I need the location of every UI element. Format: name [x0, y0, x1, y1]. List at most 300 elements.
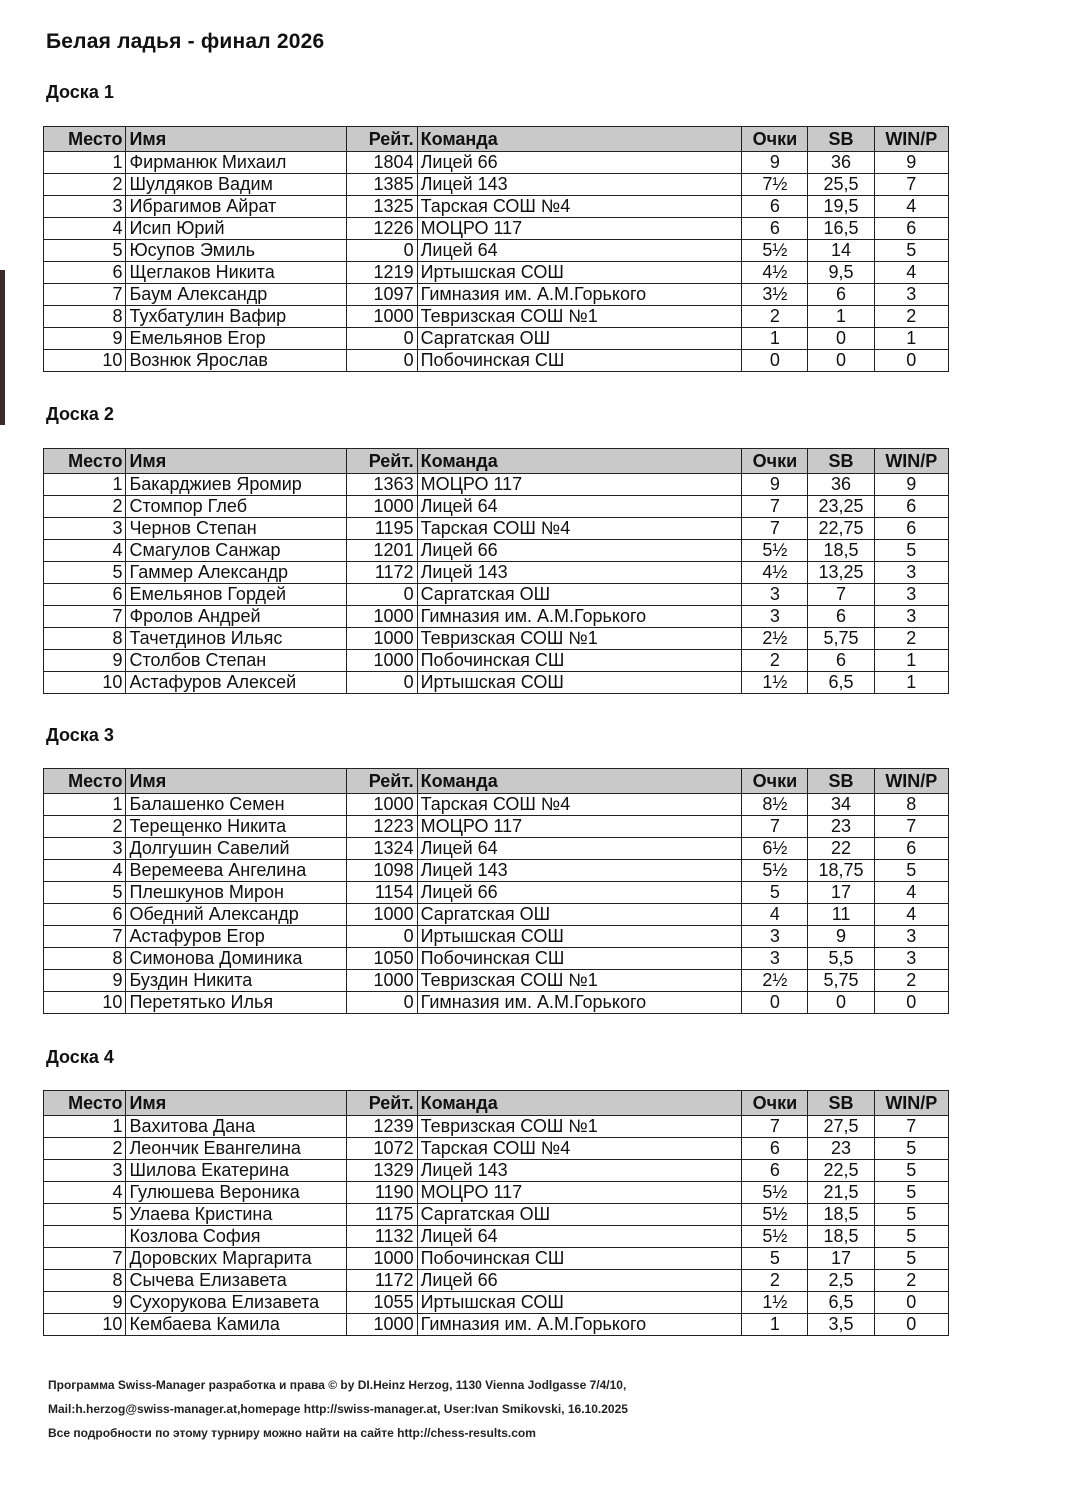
cell-rank: 1 [44, 152, 126, 174]
cell-sb: 17 [808, 882, 874, 904]
column-header-points: Очки [742, 127, 808, 152]
table-row [44, 1292, 949, 1314]
table-row [44, 794, 949, 816]
cell-sb: 5,75 [808, 628, 874, 650]
column-header-rank: Место [44, 449, 126, 474]
cell-team: МОЦРО 117 [417, 816, 742, 838]
cell-rank: 7 [44, 284, 126, 306]
board-heading: Доска 1 [46, 82, 114, 102]
cell-name: Тухбатулин Вафир [126, 306, 347, 328]
cell-winp: 7 [874, 1116, 948, 1138]
cell-name: Балашенко Семен [126, 794, 347, 816]
cell-rating: 1175 [347, 1204, 417, 1226]
cell-name: Симонова Доминика [126, 948, 347, 970]
table-row [44, 838, 949, 860]
standings-table [43, 1090, 949, 1336]
footer-line-1: Программа Swiss-Manager разработка и права © by DI.Heinz Herzog, 1130 Vienna Jodlgasse 7/4/10, [48, 1378, 627, 1392]
cell-points: 6 [742, 218, 808, 240]
cell-rating: 1329 [347, 1160, 417, 1182]
cell-winp: 2 [874, 1270, 948, 1292]
table-row [44, 882, 949, 904]
column-header-rating: Рейт. [347, 1091, 417, 1116]
table-header-row [44, 769, 949, 794]
cell-sb: 36 [808, 152, 874, 174]
cell-points: 8½ [742, 794, 808, 816]
cell-team: Саргатская ОШ [417, 584, 742, 606]
cell-name: Доровских Маргарита [126, 1248, 347, 1270]
table-row [44, 518, 949, 540]
cell-name: Стомпор Глеб [126, 496, 347, 518]
cell-rating: 1190 [347, 1182, 417, 1204]
cell-name: Перетятько Илья [126, 992, 347, 1014]
cell-name: Долгушин Савелий [126, 838, 347, 860]
table-row [44, 1226, 949, 1248]
cell-name: Буздин Никита [126, 970, 347, 992]
table-row [44, 474, 949, 496]
cell-rating: 1000 [347, 496, 417, 518]
cell-name: Чернов Степан [126, 518, 347, 540]
cell-winp: 8 [874, 794, 948, 816]
cell-team: Тевризская СОШ №1 [417, 306, 742, 328]
cell-winp: 4 [874, 882, 948, 904]
page-title: Белая ладья - финал 2026 [46, 30, 325, 53]
column-header-name: Имя [126, 769, 347, 794]
table-row [44, 860, 949, 882]
cell-winp: 3 [874, 584, 948, 606]
cell-rank: 6 [44, 262, 126, 284]
footer [48, 1373, 628, 1445]
cell-sb: 11 [808, 904, 874, 926]
scan-edge-shadow [0, 270, 5, 425]
column-header-sb: SB [808, 127, 874, 152]
cell-sb: 18,5 [808, 1226, 874, 1248]
cell-team: Тарская СОШ №4 [417, 196, 742, 218]
cell-sb: 3,5 [808, 1314, 874, 1336]
cell-sb: 34 [808, 794, 874, 816]
cell-winp: 4 [874, 904, 948, 926]
cell-points: 2½ [742, 970, 808, 992]
cell-rank: 5 [44, 882, 126, 904]
cell-winp: 3 [874, 926, 948, 948]
cell-name: Козлова София [126, 1226, 347, 1248]
cell-rating: 1223 [347, 816, 417, 838]
standings-table [43, 768, 949, 1014]
cell-team: Лицей 66 [417, 152, 742, 174]
table-row [44, 1270, 949, 1292]
cell-sb: 23,25 [808, 496, 874, 518]
board-heading: Доска 3 [46, 725, 114, 745]
cell-team: МОЦРО 117 [417, 218, 742, 240]
cell-rating: 0 [347, 350, 417, 372]
cell-name: Плешкунов Мирон [126, 882, 347, 904]
cell-team: Лицей 64 [417, 838, 742, 860]
cell-team: Саргатская ОШ [417, 328, 742, 350]
cell-winp: 6 [874, 518, 948, 540]
cell-rank: 6 [44, 904, 126, 926]
cell-team: Иртышская СОШ [417, 926, 742, 948]
table-row [44, 1204, 949, 1226]
column-header-team: Команда [417, 769, 742, 794]
table-row [44, 152, 949, 174]
cell-team: Гимназия им. А.М.Горького [417, 284, 742, 306]
cell-rank: 2 [44, 496, 126, 518]
cell-name: Шулдяков Вадим [126, 174, 347, 196]
cell-points: 9 [742, 152, 808, 174]
cell-rating: 1201 [347, 540, 417, 562]
cell-team: Саргатская ОШ [417, 904, 742, 926]
column-header-sb: SB [808, 1091, 874, 1116]
cell-points: 3½ [742, 284, 808, 306]
column-header-rating: Рейт. [347, 769, 417, 794]
table-header-row [44, 1091, 949, 1116]
table-row [44, 306, 949, 328]
cell-rating: 1098 [347, 860, 417, 882]
table-row [44, 816, 949, 838]
cell-team: Гимназия им. А.М.Горького [417, 992, 742, 1014]
table-row [44, 1182, 949, 1204]
cell-rating: 1804 [347, 152, 417, 174]
table-row [44, 350, 949, 372]
cell-rank: 2 [44, 1138, 126, 1160]
cell-winp: 7 [874, 816, 948, 838]
cell-name: Бакарджиев Яромир [126, 474, 347, 496]
column-header-sb: SB [808, 449, 874, 474]
cell-points: 4½ [742, 562, 808, 584]
column-header-points: Очки [742, 769, 808, 794]
cell-team: Иртышская СОШ [417, 1292, 742, 1314]
cell-rating: 1363 [347, 474, 417, 496]
cell-points: 5½ [742, 1226, 808, 1248]
cell-points: 3 [742, 948, 808, 970]
cell-team: Лицей 143 [417, 1160, 742, 1182]
cell-rank: 3 [44, 838, 126, 860]
cell-points: 2 [742, 650, 808, 672]
cell-rank: 2 [44, 174, 126, 196]
cell-rank: 8 [44, 628, 126, 650]
cell-team: Лицей 143 [417, 562, 742, 584]
cell-name: Щеглаков Никита [126, 262, 347, 284]
cell-winp: 5 [874, 1182, 948, 1204]
cell-winp: 0 [874, 350, 948, 372]
cell-name: Астафуров Алексей [126, 672, 347, 694]
cell-rank: 4 [44, 1182, 126, 1204]
cell-rank: 10 [44, 350, 126, 372]
cell-rank [44, 1226, 126, 1248]
cell-team: Побочинская СШ [417, 1248, 742, 1270]
cell-sb: 6 [808, 606, 874, 628]
cell-rating: 0 [347, 672, 417, 694]
cell-rank: 9 [44, 328, 126, 350]
cell-points: 7 [742, 518, 808, 540]
cell-name: Вахитова Дана [126, 1116, 347, 1138]
cell-winp: 0 [874, 1292, 948, 1314]
cell-points: 6 [742, 196, 808, 218]
footer-line-3: Все подробности по этому турниру можно найти на сайте http://chess-results.com [48, 1426, 536, 1440]
column-header-rating: Рейт. [347, 127, 417, 152]
cell-sb: 7 [808, 584, 874, 606]
cell-points: 2 [742, 1270, 808, 1292]
cell-sb: 6 [808, 650, 874, 672]
cell-winp: 2 [874, 970, 948, 992]
cell-winp: 5 [874, 1160, 948, 1182]
cell-sb: 18,5 [808, 1204, 874, 1226]
cell-name: Терещенко Никита [126, 816, 347, 838]
column-header-name: Имя [126, 127, 347, 152]
cell-winp: 3 [874, 562, 948, 584]
cell-sb: 0 [808, 992, 874, 1014]
cell-name: Столбов Степан [126, 650, 347, 672]
cell-rating: 0 [347, 992, 417, 1014]
table-row [44, 174, 949, 196]
cell-rating: 1219 [347, 262, 417, 284]
table-row [44, 1138, 949, 1160]
cell-rating: 1000 [347, 1248, 417, 1270]
cell-points: 5½ [742, 1204, 808, 1226]
column-header-points: Очки [742, 1091, 808, 1116]
cell-rating: 1000 [347, 794, 417, 816]
cell-winp: 3 [874, 284, 948, 306]
cell-rank: 8 [44, 948, 126, 970]
cell-rating: 1050 [347, 948, 417, 970]
cell-winp: 0 [874, 992, 948, 1014]
cell-winp: 3 [874, 948, 948, 970]
column-header-rank: Место [44, 127, 126, 152]
cell-winp: 5 [874, 1248, 948, 1270]
cell-winp: 6 [874, 838, 948, 860]
table-row [44, 992, 949, 1014]
table-row [44, 650, 949, 672]
cell-rank: 7 [44, 1248, 126, 1270]
cell-team: Тарская СОШ №4 [417, 794, 742, 816]
cell-sb: 17 [808, 1248, 874, 1270]
cell-rank: 8 [44, 1270, 126, 1292]
cell-name: Сычева Елизавета [126, 1270, 347, 1292]
cell-name: Тачетдинов Ильяс [126, 628, 347, 650]
cell-sb: 2,5 [808, 1270, 874, 1292]
cell-team: МОЦРО 117 [417, 474, 742, 496]
cell-team: Иртышская СОШ [417, 262, 742, 284]
cell-points: 5 [742, 1248, 808, 1270]
table-row [44, 1248, 949, 1270]
cell-sb: 13,25 [808, 562, 874, 584]
cell-rank: 4 [44, 860, 126, 882]
cell-rating: 1154 [347, 882, 417, 904]
cell-rank: 1 [44, 1116, 126, 1138]
cell-rating: 1000 [347, 1314, 417, 1336]
cell-team: Лицей 64 [417, 240, 742, 262]
cell-rating: 1132 [347, 1226, 417, 1248]
cell-winp: 9 [874, 474, 948, 496]
cell-points: 5½ [742, 860, 808, 882]
column-header-rank: Место [44, 1091, 126, 1116]
cell-points: 7 [742, 1116, 808, 1138]
cell-sb: 19,5 [808, 196, 874, 218]
cell-points: 2½ [742, 628, 808, 650]
cell-rank: 9 [44, 970, 126, 992]
cell-rank: 10 [44, 992, 126, 1014]
cell-rating: 1239 [347, 1116, 417, 1138]
cell-rating: 0 [347, 926, 417, 948]
cell-team: Гимназия им. А.М.Горького [417, 1314, 742, 1336]
cell-name: Астафуров Егор [126, 926, 347, 948]
cell-sb: 16,5 [808, 218, 874, 240]
cell-winp: 1 [874, 650, 948, 672]
cell-rank: 10 [44, 672, 126, 694]
cell-rating: 1055 [347, 1292, 417, 1314]
cell-points: 3 [742, 926, 808, 948]
table-row [44, 540, 949, 562]
standings-table [43, 126, 949, 372]
cell-rank: 6 [44, 584, 126, 606]
cell-sb: 14 [808, 240, 874, 262]
cell-team: Побочинская СШ [417, 948, 742, 970]
table-row [44, 262, 949, 284]
cell-winp: 6 [874, 218, 948, 240]
cell-sb: 5,75 [808, 970, 874, 992]
cell-rating: 0 [347, 584, 417, 606]
table-row [44, 606, 949, 628]
cell-winp: 5 [874, 240, 948, 262]
cell-sb: 6,5 [808, 1292, 874, 1314]
table-row [44, 904, 949, 926]
column-header-team: Команда [417, 127, 742, 152]
cell-points: 1½ [742, 1292, 808, 1314]
table-row [44, 970, 949, 992]
column-header-winp: WIN/P [874, 449, 948, 474]
cell-points: 2 [742, 306, 808, 328]
cell-team: Лицей 143 [417, 860, 742, 882]
cell-name: Улаева Кристина [126, 1204, 347, 1226]
cell-name: Гулюшева Вероника [126, 1182, 347, 1204]
cell-points: 5½ [742, 540, 808, 562]
table-row [44, 948, 949, 970]
cell-points: 7½ [742, 174, 808, 196]
cell-points: 1½ [742, 672, 808, 694]
board-heading: Доска 4 [46, 1047, 114, 1067]
cell-name: Шилова Екатерина [126, 1160, 347, 1182]
cell-points: 0 [742, 992, 808, 1014]
cell-sb: 6 [808, 284, 874, 306]
cell-sb: 36 [808, 474, 874, 496]
cell-team: Лицей 66 [417, 1270, 742, 1292]
cell-sb: 23 [808, 816, 874, 838]
cell-winp: 0 [874, 1314, 948, 1336]
cell-team: Лицей 66 [417, 540, 742, 562]
cell-sb: 22,5 [808, 1160, 874, 1182]
cell-sb: 9,5 [808, 262, 874, 284]
cell-winp: 5 [874, 1226, 948, 1248]
cell-points: 5½ [742, 240, 808, 262]
cell-team: Тевризская СОШ №1 [417, 628, 742, 650]
cell-rating: 1000 [347, 606, 417, 628]
cell-rating: 1172 [347, 562, 417, 584]
cell-team: Побочинская СШ [417, 650, 742, 672]
cell-name: Баум Александр [126, 284, 347, 306]
table-row [44, 328, 949, 350]
cell-points: 7 [742, 816, 808, 838]
cell-rank: 1 [44, 474, 126, 496]
table-row [44, 218, 949, 240]
table-row [44, 584, 949, 606]
cell-team: МОЦРО 117 [417, 1182, 742, 1204]
cell-name: Фролов Андрей [126, 606, 347, 628]
cell-sb: 18,5 [808, 540, 874, 562]
cell-winp: 7 [874, 174, 948, 196]
cell-sb: 22,75 [808, 518, 874, 540]
column-header-winp: WIN/P [874, 769, 948, 794]
cell-team: Лицей 64 [417, 1226, 742, 1248]
table-row [44, 284, 949, 306]
cell-rating: 0 [347, 240, 417, 262]
cell-rank: 1 [44, 794, 126, 816]
cell-sb: 18,75 [808, 860, 874, 882]
cell-name: Фирманюк Михаил [126, 152, 347, 174]
cell-points: 6½ [742, 838, 808, 860]
cell-rating: 1324 [347, 838, 417, 860]
table-row [44, 926, 949, 948]
cell-winp: 1 [874, 328, 948, 350]
table-row [44, 496, 949, 518]
cell-points: 6 [742, 1160, 808, 1182]
cell-rating: 1072 [347, 1138, 417, 1160]
cell-name: Леончик Евангелина [126, 1138, 347, 1160]
cell-name: Емельянов Гордей [126, 584, 347, 606]
cell-sb: 6,5 [808, 672, 874, 694]
cell-points: 3 [742, 606, 808, 628]
cell-rank: 5 [44, 1204, 126, 1226]
table-row [44, 672, 949, 694]
cell-name: Кембаева Камила [126, 1314, 347, 1336]
cell-sb: 5,5 [808, 948, 874, 970]
cell-rank: 3 [44, 196, 126, 218]
cell-rank: 8 [44, 306, 126, 328]
cell-points: 4½ [742, 262, 808, 284]
cell-winp: 5 [874, 1138, 948, 1160]
cell-rating: 1000 [347, 970, 417, 992]
column-header-name: Имя [126, 1091, 347, 1116]
cell-rank: 3 [44, 1160, 126, 1182]
cell-rating: 1385 [347, 174, 417, 196]
cell-team: Саргатская ОШ [417, 1204, 742, 1226]
cell-team: Иртышская СОШ [417, 672, 742, 694]
cell-rank: 9 [44, 650, 126, 672]
table-row [44, 1116, 949, 1138]
table-row [44, 196, 949, 218]
cell-sb: 0 [808, 350, 874, 372]
column-header-rank: Место [44, 769, 126, 794]
table-row [44, 628, 949, 650]
cell-rating: 1325 [347, 196, 417, 218]
cell-sb: 1 [808, 306, 874, 328]
cell-points: 3 [742, 584, 808, 606]
cell-name: Гаммер Александр [126, 562, 347, 584]
column-header-team: Команда [417, 1091, 742, 1116]
cell-rank: 7 [44, 606, 126, 628]
footer-line-2: Mail:h.herzog@swiss-manager.at,homepage http://swiss-manager.at, User:Ivan Smikovski, 16.10.2025 [48, 1402, 628, 1416]
cell-team: Тевризская СОШ №1 [417, 970, 742, 992]
cell-name: Веремеева Ангелина [126, 860, 347, 882]
column-header-name: Имя [126, 449, 347, 474]
cell-rating: 1172 [347, 1270, 417, 1292]
cell-rank: 9 [44, 1292, 126, 1314]
cell-winp: 4 [874, 262, 948, 284]
cell-sb: 9 [808, 926, 874, 948]
cell-rank: 2 [44, 816, 126, 838]
column-header-winp: WIN/P [874, 1091, 948, 1116]
cell-winp: 3 [874, 606, 948, 628]
cell-winp: 5 [874, 1204, 948, 1226]
table-row [44, 562, 949, 584]
